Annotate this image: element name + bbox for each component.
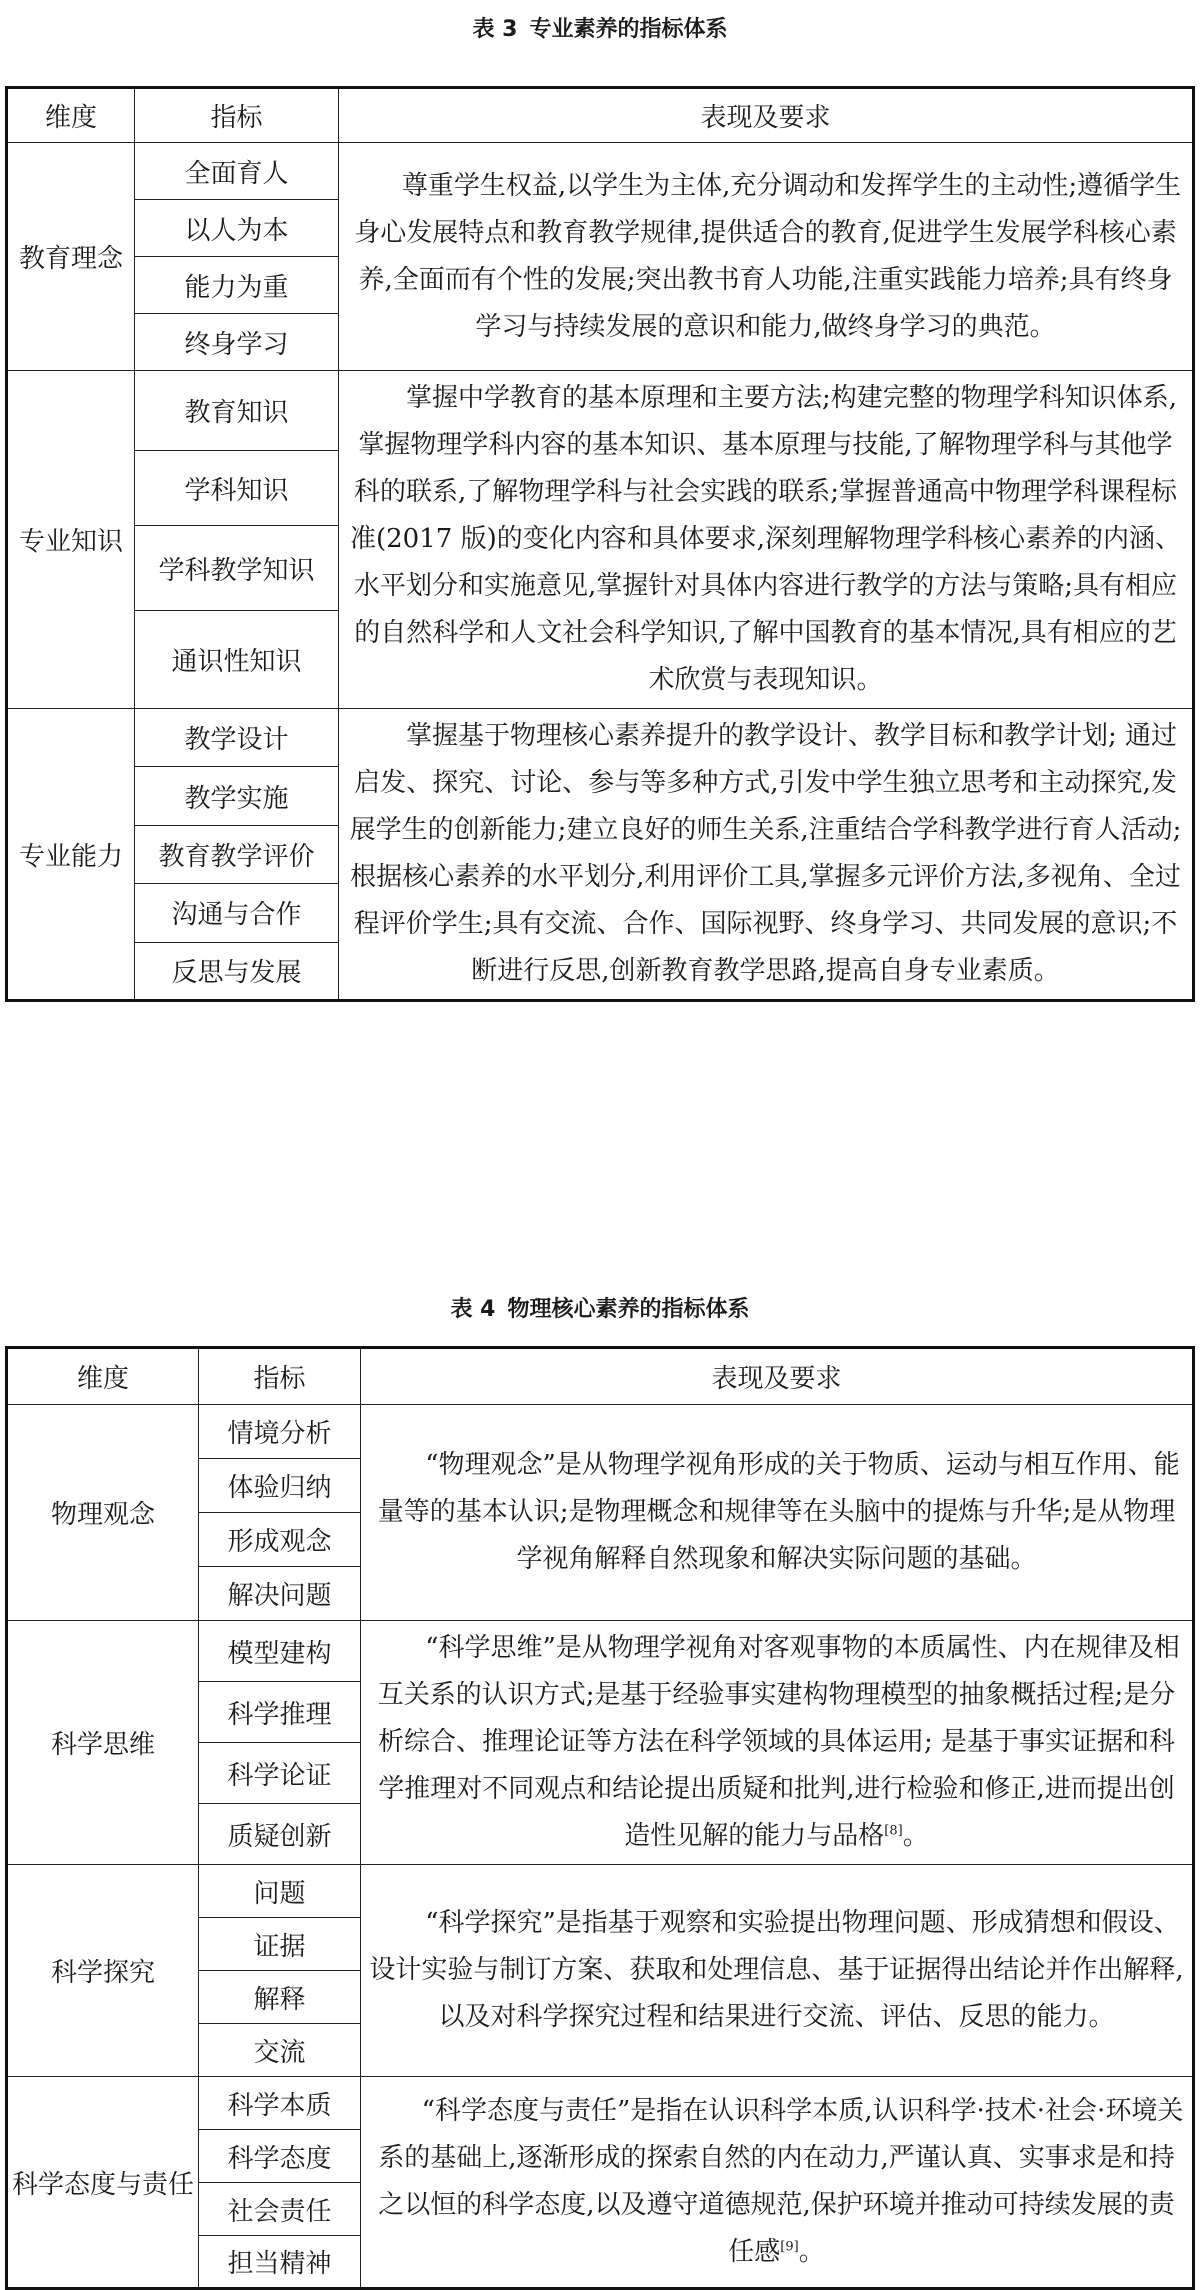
table-row	[7, 1621, 1194, 1682]
description-text	[369, 1625, 1184, 1860]
table3-indicator-cell: 学科教学知识	[135, 526, 339, 611]
table3-description-cell	[339, 371, 1194, 709]
table3	[5, 86, 1195, 1002]
table-row	[7, 2077, 1194, 2130]
table4-caption-title: 物理核心素养的指标体系	[507, 1297, 750, 1322]
table3-dimension-cell: 教育理念	[7, 143, 135, 371]
table4-dimension-cell: 科学探究	[7, 1865, 199, 2077]
table3-indicator-cell: 全面育人	[135, 143, 339, 200]
table3-caption	[0, 12, 1200, 43]
table4-indicator-cell: 科学态度	[199, 2130, 361, 2183]
table4-indicator-cell: 问题	[199, 1865, 361, 1918]
table3-header-indicator: 指标	[135, 88, 339, 143]
table3-indicator-cell: 教育知识	[135, 371, 339, 451]
description-text: 尊重学生权益,以学生为主体,充分调动和发挥学生的主动性;遵循学生身心发展特点和教育教学规律,提供适合的教育,促进学生发展学科核心素养,全面而有个性的发展;突出教书育人功能,注重实践能力培养;具有终身学习与持续发展的意识和能力,做终身学习的典范。	[354, 170, 1182, 342]
table3-indicator-cell: 能力为重	[135, 257, 339, 314]
table4-description-cell	[361, 1405, 1194, 1621]
table-row	[7, 1865, 1194, 1918]
table3-indicator-cell: 通识性知识	[135, 611, 339, 709]
table3-caption-number: 表 3	[472, 17, 518, 42]
table4-dimension-cell: 科学思维	[7, 1621, 199, 1865]
description-text	[369, 2088, 1184, 2276]
table4-caption-number: 表 4	[450, 1297, 496, 1322]
table3-indicator-cell: 沟通与合作	[135, 884, 339, 942]
description-text: 掌握中学教育的基本原理和主要方法;构建完整的物理学科知识体系,掌握物理学科内容的基本知识、基本原理与技能,了解物理学科与其他学科的联系,了解物理学科与社会实践的联系;掌握普通高中物理学科课程标准(2017 版)的变化内容和具体要求,深刻理解物理学科核心素养的内涵、水平划分和实施意见,掌握针对具体内容进行教学的方法与策略;具有相应的自然科学和人文社会科学知识,了解中国教育的基本情况,具有相应的艺术欣赏与表现知识。	[350, 383, 1181, 695]
table3-description-cell	[339, 709, 1194, 1001]
citation-ref: [9]	[780, 2239, 799, 2255]
table4-indicator-cell: 解释	[199, 1971, 361, 2024]
table4-indicator-cell: 解决问题	[199, 1567, 361, 1621]
table-row	[7, 371, 1194, 451]
table4-dimension-cell: 物理观念	[7, 1405, 199, 1621]
description-text: 掌握基于物理核心素养提升的教学设计、教学目标和教学计划; 通过启发、探究、讨论、参与等多种方式,引发中学生独立思考和主动探究,发展学生的创新能力;建立良好的师生关系,注重结合学科教学进行育人活动;根据核心素养的水平划分,利用评价工具,掌握多元评价方法,多视角、全过程评价学生;具有交流、合作、国际视野、终身学习、共同发展的意识;不断进行反思,创新教育教学思路,提高自身专业素质。	[349, 721, 1182, 986]
table3-header-description: 表现及要求	[339, 88, 1194, 143]
table3-indicator-cell: 终身学习	[135, 314, 339, 371]
description-text: “物理观念”是从物理学视角形成的关于物质、运动与相互作用、能量等的基本认识;是物理概念和规律等在头脑中的提炼与升华;是从物理学视角解释自然现象和解决实际问题的基础。	[377, 1450, 1180, 1574]
table3-description-cell	[339, 143, 1194, 371]
table4-header-row	[7, 1348, 1194, 1405]
table4-indicator-cell: 体验归纳	[199, 1459, 361, 1513]
table4-header-dimension: 维度	[7, 1348, 199, 1405]
table3-indicator-cell: 教学实施	[135, 767, 339, 825]
table3-indicator-cell: 以人为本	[135, 200, 339, 257]
table4-header-indicator: 指标	[199, 1348, 361, 1405]
table4-indicator-cell: 科学推理	[199, 1682, 361, 1743]
table3-dimension-cell: 专业能力	[7, 709, 135, 1001]
table4	[5, 1346, 1195, 2290]
table4-header-description: 表现及要求	[361, 1348, 1194, 1405]
table-row	[7, 143, 1194, 200]
table-row	[7, 1405, 1194, 1459]
table4-indicator-cell: 情境分析	[199, 1405, 361, 1459]
description-tail: 。	[798, 2237, 825, 2267]
table4-caption	[0, 1292, 1200, 1323]
table3-dimension-cell: 专业知识	[7, 371, 135, 709]
table4-indicator-cell: 科学本质	[199, 2077, 361, 2130]
table4-indicator-cell: 科学论证	[199, 1743, 361, 1804]
table-row	[7, 709, 1194, 767]
table3-caption-title: 专业素养的指标体系	[529, 17, 728, 42]
table4-indicator-cell: 形成观念	[199, 1513, 361, 1567]
table3-indicator-cell: 教学设计	[135, 709, 339, 767]
table4-dimension-cell: 科学态度与责任	[7, 2077, 199, 2289]
table3-indicator-cell: 教育教学评价	[135, 825, 339, 883]
table3-indicator-cell: 反思与发展	[135, 942, 339, 1000]
table4-indicator-cell: 质疑创新	[199, 1804, 361, 1865]
table3-header-dimension: 维度	[7, 88, 135, 143]
table4-indicator-cell: 担当精神	[199, 2236, 361, 2289]
table4-indicator-cell: 交流	[199, 2024, 361, 2077]
table4-description-cell	[361, 1621, 1194, 1865]
table4-indicator-cell: 证据	[199, 1918, 361, 1971]
table4-description-cell	[361, 2077, 1194, 2289]
description-body: “科学思维”是从物理学视角对客观事物的本质属性、内在规律及相互关系的认识方式;是基于经验事实建构物理模型的抽象概括过程;是分析综合、推理论证等方法在科学领域的具体运用; 是基于事实证据和科学推理对不同观点和结论提出质疑和批判,进行检验和修正,进而提出创造性见解的能力与品格	[377, 1633, 1180, 1851]
description-tail: 。	[902, 1821, 929, 1851]
citation-ref: [8]	[884, 1823, 903, 1839]
table4-indicator-cell: 社会责任	[199, 2183, 361, 2236]
table4-indicator-cell: 模型建构	[199, 1621, 361, 1682]
table3-header-row	[7, 88, 1194, 143]
table3-indicator-cell: 学科知识	[135, 451, 339, 526]
table4-description-cell	[361, 1865, 1194, 2077]
description-body: “科学态度与责任”是指在认识科学本质,认识科学·技术·社会·环境关系的基础上,逐渐形成的探索自然的内在动力,严谨认真、实事求是和持之以恒的科学态度,以及遵守道德规范,保护环境并推动可持续发展的责任感	[378, 2096, 1184, 2267]
description-text: “科学探究”是指基于观察和实验提出物理问题、形成猜想和假设、设计实验与制订方案、获取和处理信息、基于证据得出结论并作出解释,以及对科学探究过程和结果进行交流、评估、反思的能力。	[369, 1908, 1184, 2032]
